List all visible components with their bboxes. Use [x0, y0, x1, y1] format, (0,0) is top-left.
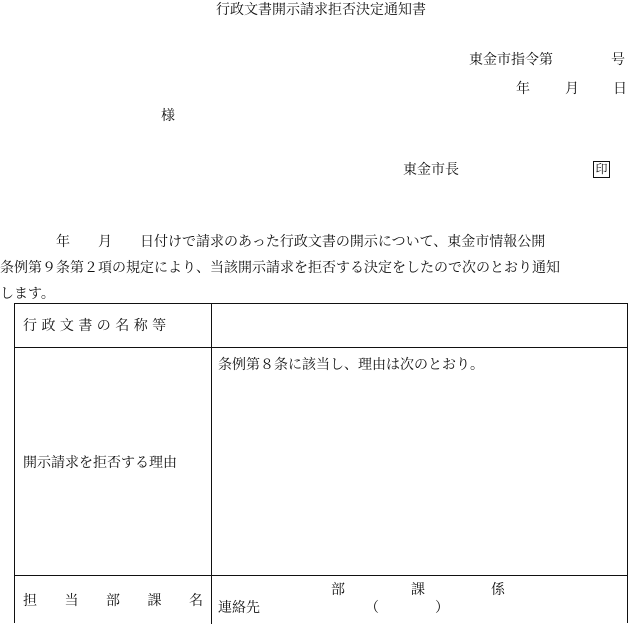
notice-body-line-2: 条例第９条第２項の規定により、当該開示請求を拒否する決定をしたので次のとおり通知	[0, 260, 560, 276]
notice-body	[0, 229, 642, 307]
table-row-divider-1	[15, 347, 627, 348]
reference-number-prefix: 東金市指令第	[469, 52, 553, 68]
addressee-honorific: 様	[161, 108, 175, 124]
reference-number-suffix: 号	[611, 52, 625, 68]
department-label	[23, 593, 203, 609]
date-month-label: 月	[565, 81, 579, 97]
notice-body-line-1: 年 月 日付けで請求のあった行政文書の開示について、東金市情報公開	[0, 234, 546, 250]
department-label-char: 担	[23, 593, 37, 609]
unit-bu-label: 部	[331, 582, 345, 598]
refusal-reason-label: 開示請求を拒否する理由	[23, 455, 177, 471]
department-label-char: 名	[189, 593, 203, 609]
seal-box: 印	[593, 161, 610, 178]
table-row-divider-2	[15, 575, 627, 576]
department-label-char: 当	[64, 593, 79, 609]
document-title: 行政文書開示請求拒否決定通知書	[216, 2, 426, 18]
contact-label: 連絡先	[218, 600, 260, 616]
table-column-divider	[211, 304, 212, 624]
document-name-label: 行 政 文 書 の 名 称 等	[23, 318, 167, 334]
date-day-label: 日	[613, 81, 627, 97]
contact-close-paren: ）	[435, 600, 449, 616]
decision-table	[14, 303, 628, 623]
contact-open-paren: （	[365, 600, 379, 616]
unit-kakari-label: 係	[491, 582, 505, 598]
unit-ka-label: 課	[411, 582, 425, 598]
refusal-reason-text: 条例第８条に該当し、理由は次のとおり。	[218, 357, 484, 373]
notice-body-line-3: します。	[0, 286, 55, 302]
issuer-name: 東金市長	[403, 162, 459, 178]
department-label-char: 課	[147, 593, 162, 609]
department-label-char: 部	[106, 593, 120, 609]
date-year-label: 年	[516, 81, 530, 97]
